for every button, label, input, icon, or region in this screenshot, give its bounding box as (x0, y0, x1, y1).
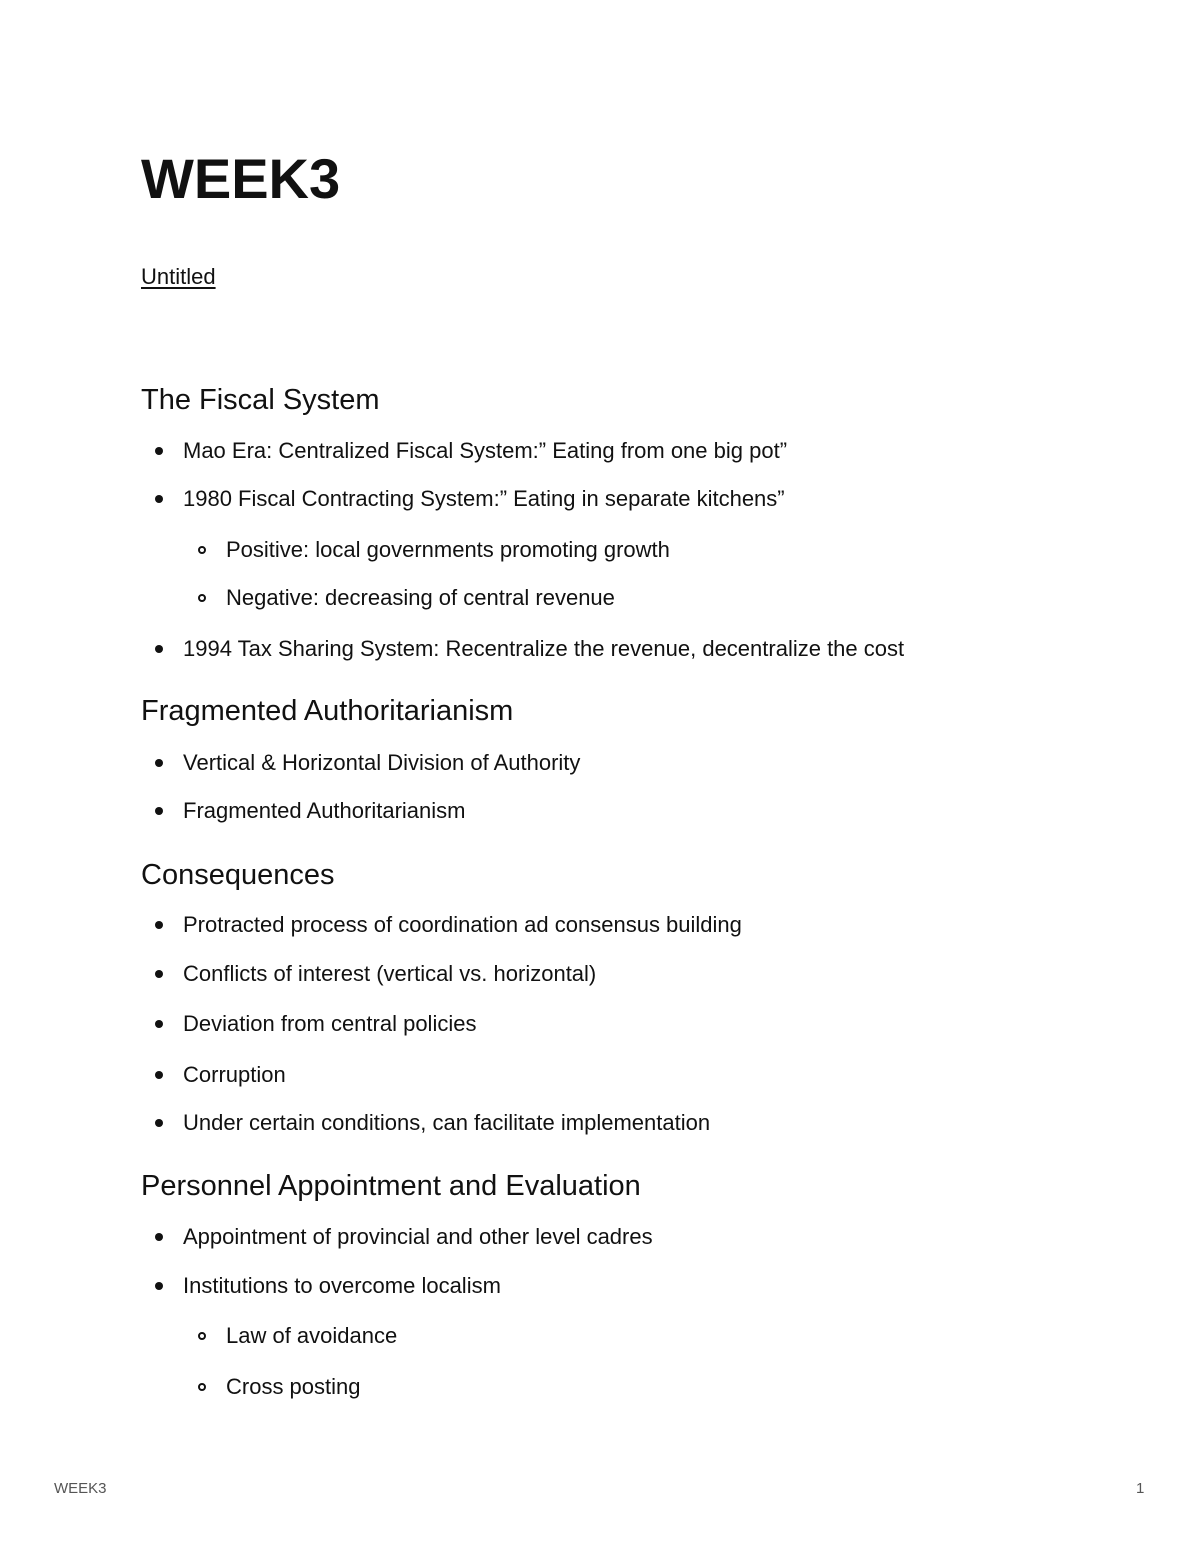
hollow-bullet-icon (198, 1332, 206, 1340)
list-item-text: Negative: decreasing of central revenue (226, 585, 615, 610)
bullet-icon (155, 970, 163, 978)
heading-fiscal-system: The Fiscal System (141, 384, 380, 416)
bullet-icon (155, 1071, 163, 1079)
heading-fragmented-authoritarianism: Fragmented Authoritarianism (141, 695, 514, 727)
heading-consequences: Consequences (141, 859, 335, 891)
list-item-text: Conflicts of interest (vertical vs. horizontal) (183, 961, 597, 986)
bullet-icon (155, 495, 163, 503)
hollow-bullet-icon (198, 546, 206, 554)
page-title: WEEK3 (141, 147, 341, 210)
bullet-icon (155, 759, 163, 767)
list-item-text: Deviation from central policies (183, 1011, 477, 1036)
list-item-text: Law of avoidance (226, 1323, 398, 1348)
list-item-text: Mao Era: Centralized Fiscal System:” Eating from one big pot” (183, 438, 788, 463)
bullet-icon (155, 921, 163, 929)
list-item-text: Corruption (183, 1062, 286, 1087)
list-item-text: Protracted process of coordination ad consensus building (183, 912, 742, 937)
list-item-text: 1980 Fiscal Contracting System:” Eating in separate kitchens” (183, 486, 785, 511)
footer-page-number: 1 (1136, 1480, 1145, 1497)
hollow-bullet-icon (198, 1383, 206, 1391)
bullet-icon (155, 447, 163, 455)
bullet-icon (155, 645, 163, 653)
footer-doc-name: WEEK3 (54, 1480, 107, 1497)
untitled-subpage-link[interactable]: Untitled (141, 264, 216, 289)
list-item-text: Institutions to overcome localism (183, 1273, 501, 1298)
bullet-icon (155, 1020, 163, 1028)
bullet-icon (155, 807, 163, 815)
list-item-text: Appointment of provincial and other level cadres (183, 1224, 653, 1249)
list-item-text: Cross posting (226, 1374, 361, 1399)
hollow-bullet-icon (198, 594, 206, 602)
bullet-icon (155, 1119, 163, 1127)
list-item-text: Fragmented Authoritarianism (183, 798, 466, 823)
list-item-text: Vertical & Horizontal Division of Authority (183, 750, 581, 775)
list-item-text: 1994 Tax Sharing System: Recentralize the revenue, decentralize the cost (183, 636, 905, 661)
bullet-icon (155, 1233, 163, 1241)
list-item-text: Under certain conditions, can facilitate implementation (183, 1110, 711, 1135)
heading-personnel-appointment: Personnel Appointment and Evaluation (141, 1170, 641, 1202)
list-item-text: Positive: local governments promoting growth (226, 537, 670, 562)
bullet-icon (155, 1282, 163, 1290)
